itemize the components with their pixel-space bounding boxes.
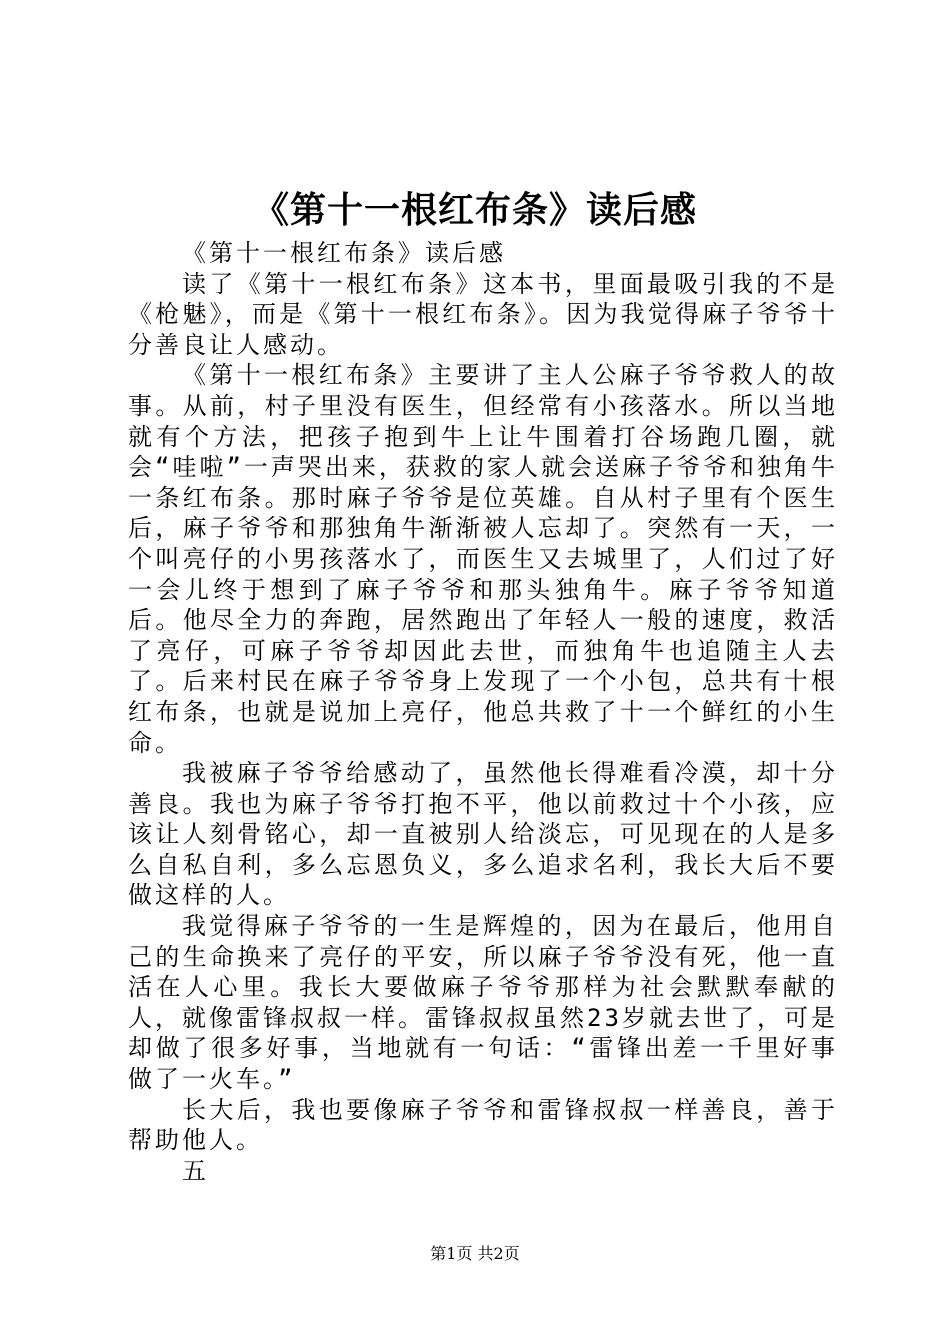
paragraph-feeling: 我被麻子爷爷给感动了，虽然他长得难看冷漠，却十分善良。我也为麻子爷爷打抱不平，他以前救过十个小孩，应该让人刻骨铭心，却一直被别人给淡忘，可见现在的人是多么自私自利，多么忘恩负义，多么追求名利，我长大后不要做这样的人。 xyxy=(128,759,838,910)
paragraph-reflection: 我觉得麻子爷爷的一生是辉煌的，因为在最后，他用自己的生命换来了亮仔的平安，所以麻子爷爷没有死，他一直活在人心里。我长大要做麻子爷爷那样为社会默默奉献的人，就像雷锋叔叔一样。雷锋叔叔虽然23岁就去世了，可是却做了很多好事，当地就有一句话：“雷锋出差一千里好事做了一火车。” xyxy=(128,912,838,1094)
document-title: 《第十一根红布条》读后感 xyxy=(252,189,697,231)
paragraph-conclusion: 长大后，我也要像麻子爷爷和雷锋叔叔一样善良，善于帮助他人。 xyxy=(128,1095,838,1155)
document-body xyxy=(128,238,838,1186)
paragraph-subtitle: 《第十一根红布条》读后感 xyxy=(182,239,506,267)
paragraph-story: 《第十一根红布条》主要讲了主人公麻子爷爷救人的故事。从前，村子里没有医生，但经常有小孩落水。所以当地就有个方法，把孩子抱到牛上让牛围着打谷场跑几圈，就会“哇啦”一声哭出来，获救的家人就会送麻子爷爷和独角牛一条红布条。那时麻子爷爷是位英雄。自从村子里有个医生后，麻子爷爷和那独角牛渐渐被人忘却了。突然有一天，一个叫亮仔的小男孩落水了，而医生又去城里了，人们过了好一会儿终于想到了麻子爷爷和那头独角牛。麻子爷爷知道后。他尽全力的奔跑，居然跑出了年轻人一般的速度，救活了亮仔，可麻子爷爷却因此去世，而独角牛也追随主人去了。后来村民在麻子爷爷身上发现了一个小包，总共有十根红布条，也就是说加上亮仔，他总共救了十一个鲜红的小生命。 xyxy=(128,361,838,757)
paragraph-trailing: 五 xyxy=(182,1156,209,1185)
paragraph-intro: 读了《第十一根红布条》这本书，里面最吸引我的不是《枪魅》，而是《第十一根红布条》。因为我觉得麻子爷爷十分善良让人感动。 xyxy=(128,269,838,359)
page-footer: 第1页 共2页 xyxy=(430,1244,520,1263)
